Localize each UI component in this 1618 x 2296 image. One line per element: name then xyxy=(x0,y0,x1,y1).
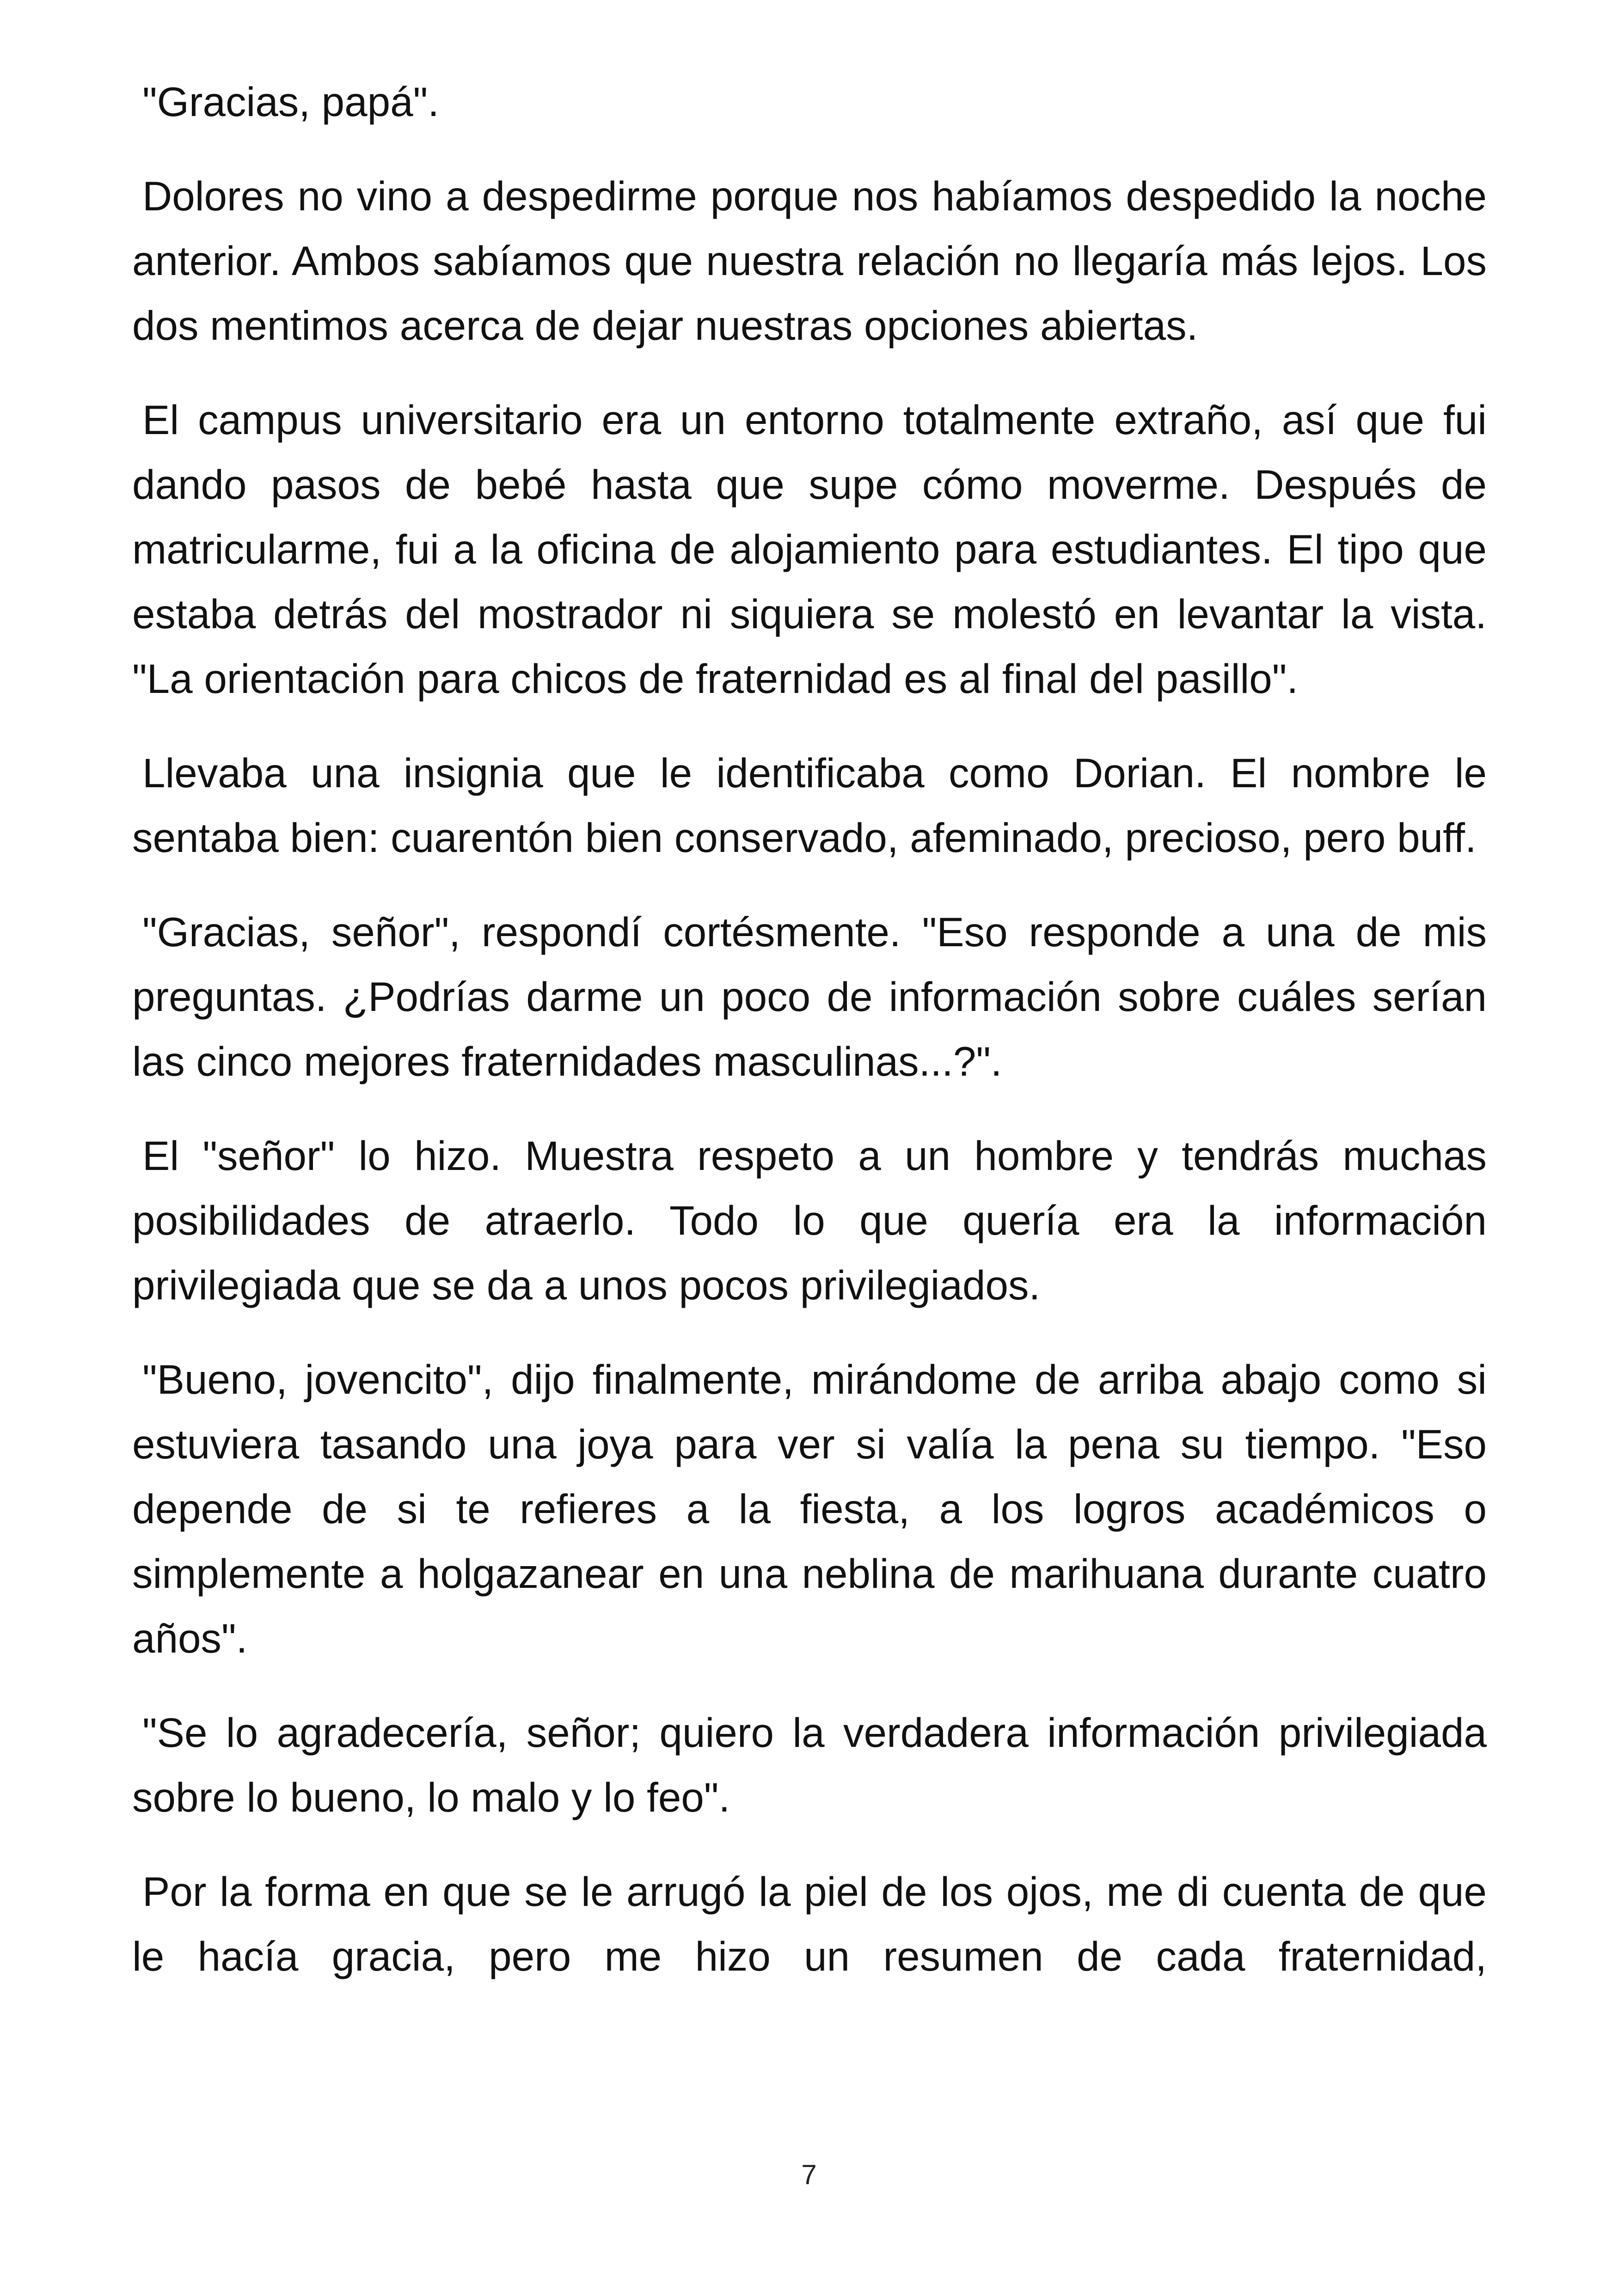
paragraph: El "señor" lo hizo. Muestra respeto a un hombre y tendrás muchas posibilidades de atraerlo. Todo lo que quería era la información privilegiada que se da a unos pocos privilegiados. xyxy=(132,1133,1487,1308)
paragraph: El campus universitario era un entorno totalmente extraño, así que fui dando pasos de bebé hasta que supe cómo moverme. Después de matricularme, fui a la oficina de alojamiento para estudiantes. El tipo que estaba detrás del mostrador ni siquiera se molestó en levantar la vista. "La orientación para chicos de fraternidad es al final del pasillo". xyxy=(132,397,1487,702)
paragraph: Por la forma en que se le arrugó la piel de los ojos, me di cuenta de que le hacía gracia, pero me hizo un resumen de cada fraternidad, xyxy=(132,1868,1487,1979)
paragraph: "Gracias, señor", respondí cortésmente. "Eso responde a una de mis preguntas. ¿Podrías darme un poco de información sobre cuáles serían las cinco mejores fraternidades masculinas...?". xyxy=(132,909,1487,1084)
paragraph: Llevaba una insignia que le identificaba como Dorian. El nombre le sentaba bien: cuarentón bien conservado, afeminado, precioso, pero buff. xyxy=(132,750,1487,861)
paragraph: "Gracias, papá". xyxy=(142,79,439,125)
page-number: 7 xyxy=(801,2159,817,2190)
page-body xyxy=(132,69,1487,2018)
paragraph: "Se lo agradecería, señor; quiero la verdadera información privilegiada sobre lo bueno, lo malo y lo feo". xyxy=(132,1709,1487,1820)
paragraph: Dolores no vino a despedirme porque nos habíamos despedido la noche anterior. Ambos sabíamos que nuestra relación no llegaría más lejos. Los dos mentimos acerca de dejar nuestras opciones abiertas. xyxy=(132,173,1487,349)
paragraph: "Bueno, jovencito", dijo finalmente, mirándome de arriba abajo como si estuviera tasando una joya para ver si valía la pena su tiempo. "Eso depende de si te refieres a la fiesta, a los logros académicos o simplemente a holgazanear en una neblina de marihuana durante cuatro años". xyxy=(132,1356,1487,1661)
